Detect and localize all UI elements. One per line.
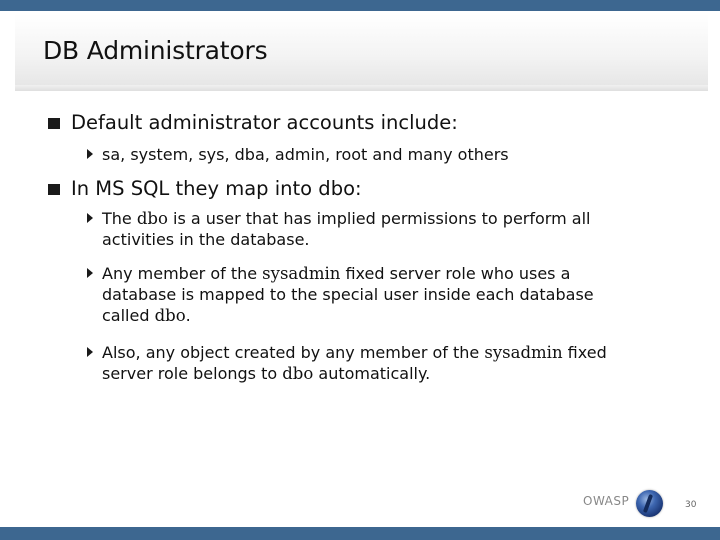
code-term: sysadmin: [262, 264, 341, 283]
code-term: sysadmin: [484, 343, 563, 362]
arrow-bullet-icon: [87, 268, 93, 278]
slide-title: DB Administrators: [43, 36, 268, 65]
square-bullet-icon: [48, 118, 60, 129]
arrow-bullet-icon: [87, 213, 93, 223]
bullet-text: In MS SQL they map into dbo:: [71, 177, 362, 200]
sub-bullet-text: Any member of the sysadmin fixed server role who uses a database is mapped to the special user inside each database called dbo.: [102, 264, 594, 325]
sub-bullet-text: Also, any object created by any member of the sysadmin fixed server role belongs to dbo automatically.: [102, 343, 607, 383]
bullet-text: Default administrator accounts include:: [71, 111, 458, 134]
code-term: dbo: [154, 306, 186, 325]
sub-bullet-text: The dbo is a user that has implied permissions to perform all activities in the database.: [102, 209, 591, 249]
page-number: 30: [685, 500, 697, 510]
code-term: dbo: [282, 364, 314, 383]
arrow-bullet-icon: [87, 149, 93, 159]
owasp-logo-icon: [636, 490, 663, 517]
arrow-bullet-icon: [87, 347, 93, 357]
sub-bullet-text: sa, system, sys, dba, admin, root and many others: [102, 145, 509, 164]
code-term: dbo: [136, 209, 168, 228]
square-bullet-icon: [48, 184, 60, 195]
footer-bar: [0, 527, 720, 540]
owasp-brand-text: OWASP: [583, 494, 630, 508]
